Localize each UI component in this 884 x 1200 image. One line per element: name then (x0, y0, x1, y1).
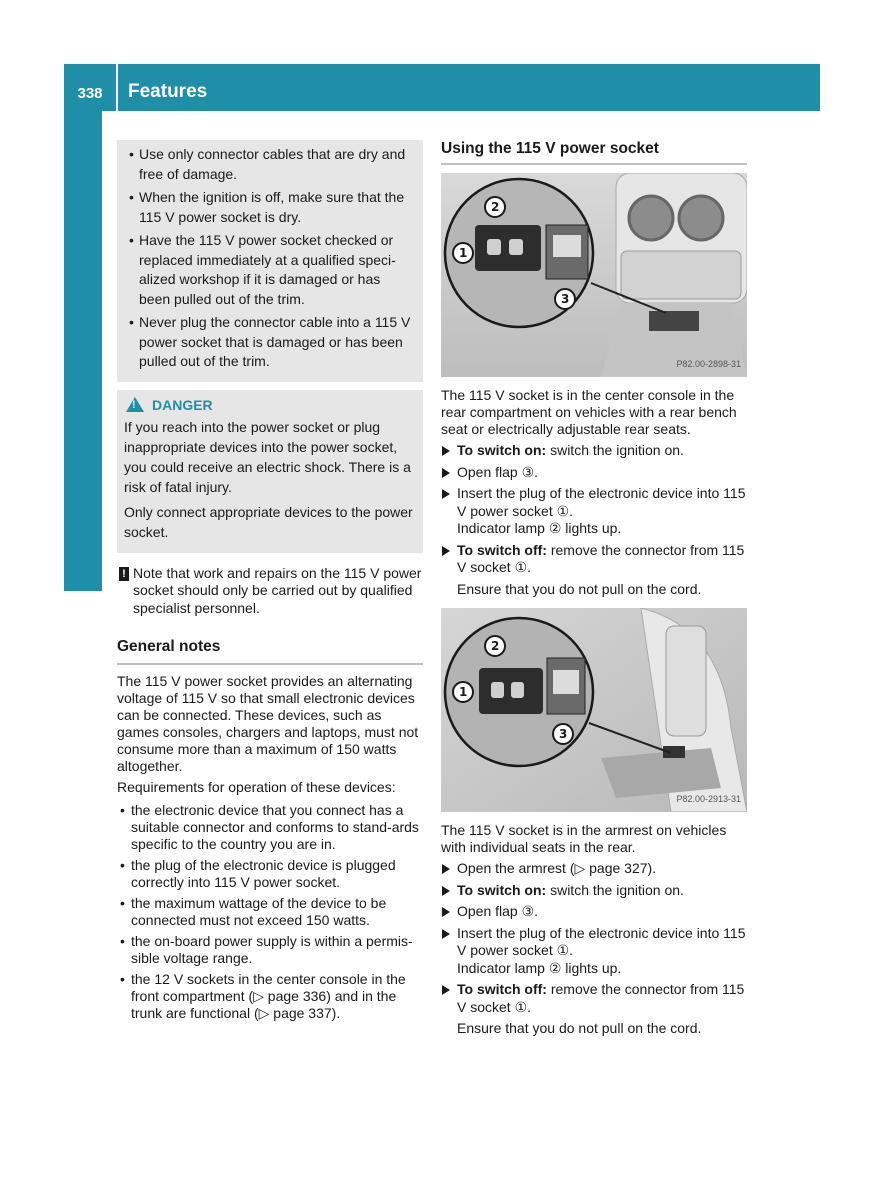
step-arrow-icon (442, 929, 450, 939)
right-column (441, 140, 747, 1042)
step-item: To switch off: remove the connector from 115 V socket ①. Ensure that you do not pull on the cord. (441, 542, 747, 599)
danger-text: If you reach into the power socket or plug inappropriate devices into the power socket, you could receive an electric shock. There is a risk of fatal injury. (124, 418, 411, 495)
safety-bullet: • Never plug the connector cable into a 115 V power socket that is damaged or has been pulled out of the trim. (125, 313, 415, 372)
side-tab-label: Stowage and features (72, 343, 93, 540)
safety-list (125, 145, 415, 372)
step-arrow-icon (442, 985, 450, 995)
armrest-illustration (441, 608, 747, 812)
step-arrow-icon (442, 468, 450, 478)
page-number: 338 (77, 85, 103, 102)
center-console-image (441, 173, 747, 377)
requirement-item: • the maximum wattage of the device to be connected must not exceed 150 watts. (117, 895, 423, 929)
danger-box (117, 390, 423, 553)
power-socket-heading: Using the 115 V power socket (441, 140, 747, 165)
image-code: P82.00-2898-31 (676, 359, 741, 369)
step-item: Open the armrest (▷ page 327). (441, 860, 747, 878)
note-text: Note that work and repairs on the 115 V power socket should only be carried out by qualified specialist personnel. (133, 564, 422, 616)
step-item: Open flap ③. (441, 464, 747, 482)
general-notes-heading: General notes (117, 637, 423, 665)
requirements-list (117, 802, 423, 1022)
safety-bullet: • Have the 115 V power socket checked or replaced immediately at a qualified speci-alized workshop if it is damaged or has been pulled out of the trim. (125, 231, 415, 309)
callout-label: 3 (559, 727, 568, 741)
step-arrow-icon (442, 446, 450, 456)
safety-box (117, 140, 423, 382)
step-arrow-icon (442, 907, 450, 917)
requirements-label: Requirements for operation of these devices: (117, 778, 396, 795)
callout-label: 1 (459, 246, 468, 260)
callout-label: 3 (561, 292, 570, 306)
safety-bullet: • Use only connector cables that are dry and free of damage. (125, 145, 415, 184)
step-arrow-icon (442, 864, 450, 874)
step-item: Open flap ③. (441, 903, 747, 921)
safety-bullet: • When the ignition is off, make sure that the 115 V power socket is dry. (125, 188, 415, 227)
console-description: The 115 V socket is in the center console in the rear compartment on vehicles with a rear bench seat or electrically adjustable rear seats. (441, 387, 737, 437)
general-notes-intro: The 115 V power socket provides an alternating voltage of 115 V so that small electronic devices can be connected. These devices, such as games consoles, chargers and laptops, must not consume more than a maximum of 150 watts altogether. (117, 672, 419, 774)
step-item: To switch on: switch the ignition on. (441, 882, 747, 900)
danger-title: DANGER (152, 396, 213, 413)
exclamation-icon: ! (119, 567, 129, 581)
step-item: Insert the plug of the electronic device into 115 V power socket ①. Indicator lamp ② lights up. (441, 925, 747, 978)
page-title: Features (128, 81, 208, 102)
callout-label: 2 (491, 200, 500, 214)
step-item: To switch on: switch the ignition on. (441, 442, 747, 460)
header-divider (116, 64, 118, 111)
step-item: Insert the plug of the electronic device into 115 V power socket ①. Indicator lamp ② lights up. (441, 485, 747, 538)
warning-icon (126, 397, 144, 412)
callout-label: 2 (491, 639, 500, 653)
requirement-item: • the on-board power supply is within a permis-sible voltage range. (117, 933, 423, 967)
step-item: To switch off: remove the connector from 115 V socket ①. Ensure that you do not pull on the cord. (441, 981, 747, 1038)
requirement-item: • the electronic device that you connect has a suitable connector and conforms to stand-ards specific to the country you are in. (117, 802, 423, 853)
step-arrow-icon (442, 546, 450, 556)
callout-label: 1 (459, 685, 468, 699)
left-column (117, 140, 423, 1026)
steps-list-1 (441, 442, 747, 598)
danger-heading (126, 393, 416, 417)
center-console-illustration (441, 173, 747, 377)
armrest-description: The 115 V socket is in the armrest on vehicles with individual seats in the rear. (441, 822, 727, 855)
danger-text: Only connect appropriate devices to the power socket. (124, 503, 413, 540)
step-arrow-icon (442, 886, 450, 896)
steps-list-2 (441, 860, 747, 1038)
step-arrow-icon (442, 489, 450, 499)
requirement-item: • the plug of the electronic device is plugged correctly into 115 V power socket. (117, 857, 423, 891)
note (117, 565, 423, 618)
armrest-image (441, 608, 747, 812)
requirement-item: • the 12 V sockets in the center console in the front compartment (▷ page 336) and in the trunk are functional (▷ page 337). (117, 971, 423, 1022)
image-code: P82.00-2913-31 (676, 794, 741, 804)
